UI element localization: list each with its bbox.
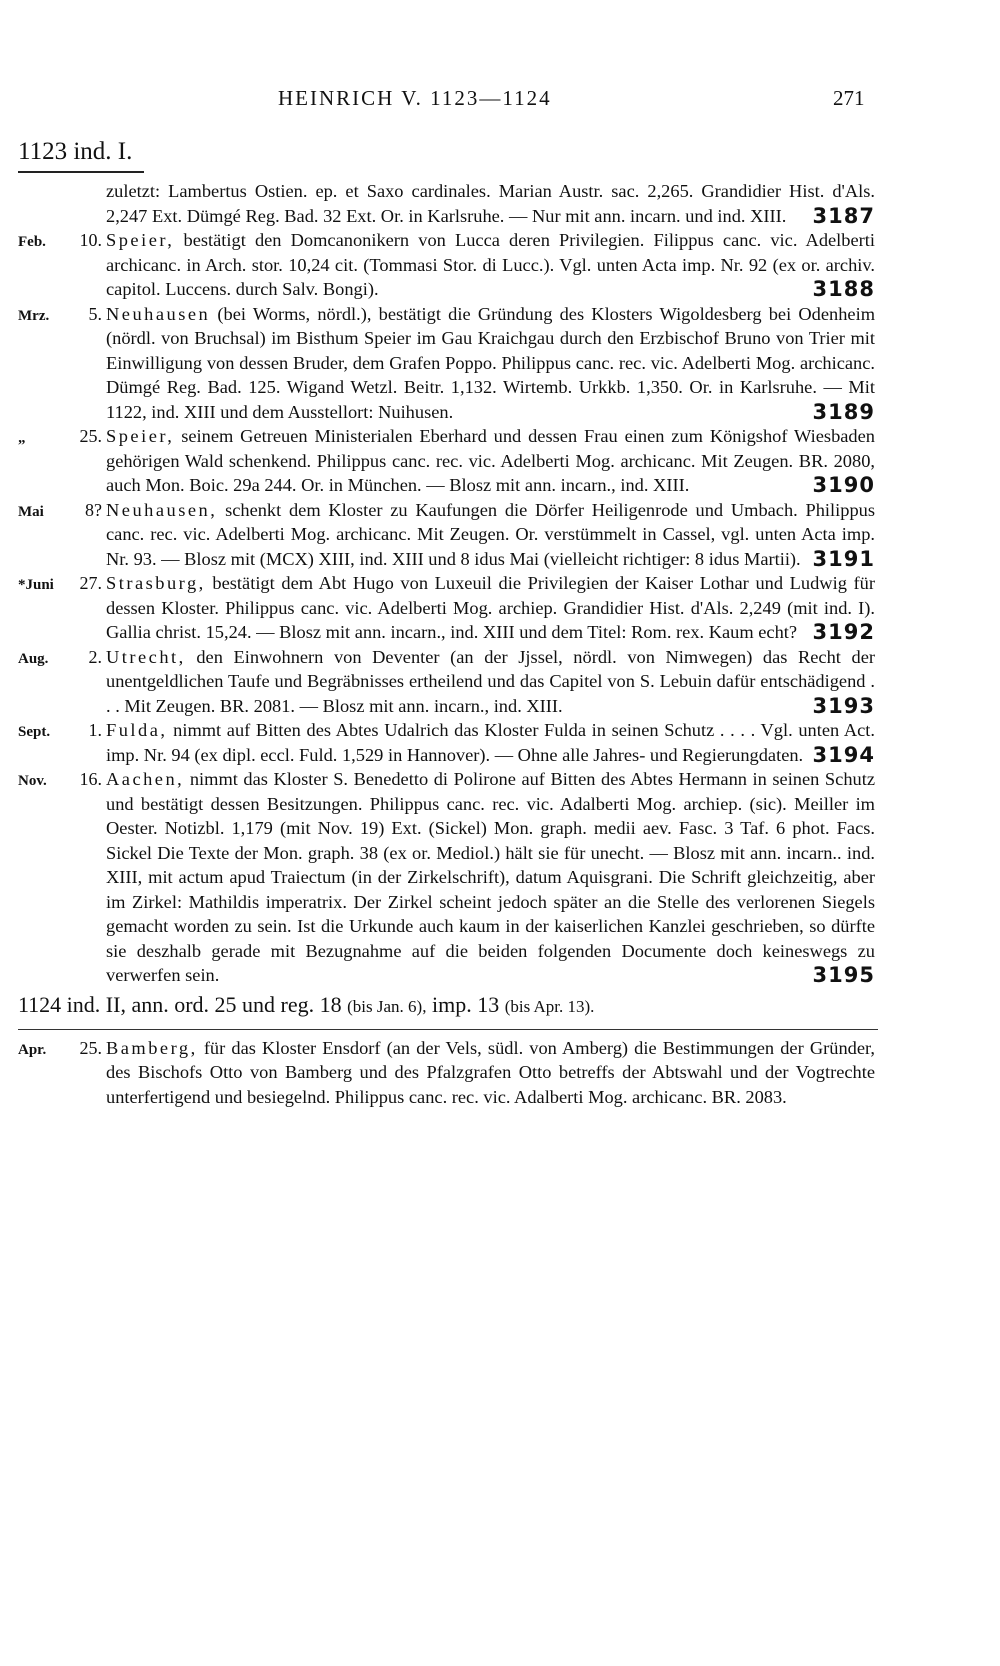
entry-month: „	[18, 430, 26, 446]
entry-3193	[0, 645, 1000, 719]
entry-place: Speier,	[106, 230, 175, 250]
entry-month: Mai	[18, 503, 44, 520]
entry-3194	[0, 718, 1000, 767]
entry-1124-apr-25	[0, 1036, 1000, 1110]
page-number: 271	[833, 86, 865, 110]
entry-text: für das Kloster Ensdorf (an der Vels, südl. von Amberg) die Bestimmungen der Gründer, des Bischofs Otto von Bamberg und des Pfalzgrafen Otto betreffs der Abtswahl und der Vogtrechte unterfertigend und besiegelnd. Philippus canc. rec. vic. Adalberti Mog. archicanc. BR. 2083.	[106, 1037, 875, 1107]
entry-date	[18, 645, 102, 672]
entry-place: Aachen,	[106, 769, 185, 789]
entry-body	[106, 498, 875, 572]
entry-3188	[0, 228, 1000, 302]
entry-month: Aug.	[18, 650, 49, 667]
entry-3187	[0, 179, 1000, 228]
entry-body	[106, 1036, 875, 1110]
entry-month: *Juni	[18, 577, 54, 593]
entry-month: Feb.	[18, 234, 46, 250]
entry-text: bestätigt dem Abt Hugo von Luxeuil die Privilegien der Kaiser Lothar und Ludwig für dessen Kloster. Philippus canc. vic. Adelberti Mog. archiep. Grandidier Hist. d'Als. 2,249 (mit ind. I). Gallia christ. 15,24. — Blosz mit ann. incarn., ind. XIII und dem Titel: Rom. rex. Kaum echt?	[106, 573, 875, 642]
entry-number: 3187	[812, 203, 875, 228]
entry-day: 27.	[79, 573, 102, 593]
running-head	[0, 86, 1000, 116]
entry-number: 3188	[812, 277, 875, 301]
entry-text: nimmt das Kloster S. Benedetto di Polirone auf Bitten des Abtes Hermann in seinen Schutz und bestätigt dessen Besitzungen. Philippus canc. rec. vic. Adalberti Mog. archiep. (sic). Meiller im Oester. Notizbl. 1,179 (mit Nov. 19) Ext. (Sickel) Mon. graph. medii aev. Fasc. 3 Taf. 6 phot. Facs. Sickel Die Texte der Mon. graph. 38 (ex or. Mediol.) hält sie für unecht. — Blosz mit ann. incarn.. ind. XIII, mit actum apud Traiectum (in der Zirkelschrift), datum Aquisgrani. Die Schrift gleichzeitig, aber im Zirkel: Mathildis imperatrix. Der Zirkel scheint jedoch später an die Stelle des verlorenen Siegels gemacht worden zu sein. Ist die Urkunde auch kaum in der kaiserlichen Kanzlei geschrieben, so dürfte sie deszhalb gerade mit Bezugnahme auf die beiden folgenden Documente doch keineswegs zu verwerfen sein.	[106, 769, 875, 985]
entry-day: 8?	[85, 499, 102, 520]
entry-text: den Einwohnern von Deventer (an der Jjssel, nördl. von Nimwegen) das Recht der unentgeldlichen Taufe und Begräbnisses ertheilend und das Capitel von S. Lebuin dafür entschädigend . . . Mit Zeugen. BR. 2081. — Blosz mit ann. incarn., ind. XIII.	[106, 646, 875, 716]
entry-text: (bei Worms, nördl.), bestätigt die Gründung des Klosters Wigoldesberg bei Odenheim (nördl. von Bruchsal) im Bisthum Speier im Gau Kraichgau durch den Erzbischof Bruno von Trier mit Einwilligung von dessen Bruder, dem Grafen Poppo. Philippus canc. rec. vic. Adelberti Mog. archicanc. Dümgé Reg. Bad. 125. Wigand Wetzl. Beitr. 1,132. Wirtemb. Urkkb. 1,350. Or. in Karlsruhe. — Mit 1122, ind. XIII und dem Ausstellort: Nuihusen.	[106, 303, 875, 422]
entry-day: 5.	[88, 303, 102, 324]
entry-text: seinem Getreuen Ministerialen Eberhard und dessen Frau einen zum Königshof Wiesbaden gehörigen Wald schenkend. Philippus canc. rec. vic. Adelberti Mog. archicanc. Mit Zeugen. BR. 2080, auch Mon. Boic. 29a 244. Or. in München. — Blosz mit ann. incarn., ind. XIII.	[106, 426, 875, 495]
entry-date	[18, 767, 102, 794]
entry-3191	[0, 498, 1000, 572]
entry-number: 3189	[812, 399, 875, 424]
entry-day: 25.	[79, 426, 102, 446]
entry-body	[106, 179, 875, 228]
entry-day: 1.	[88, 720, 102, 740]
entry-place: Neuhausen	[106, 303, 211, 324]
entry-body	[106, 424, 875, 498]
entry-text: nimmt auf Bitten des Abtes Udalrich das Kloster Fulda in seinen Schutz . . . . Vgl. unten Act. imp. Nr. 94 (ex dipl. eccl. Fuld. 1,529 in Hannover). — Ohne alle Jahres- und Regierungdaten.	[106, 720, 875, 765]
entry-body	[106, 228, 875, 302]
entries-list	[0, 179, 1000, 1109]
section-heading-main: 1124 ind. II, ann. ord. 25 und reg. 18	[18, 991, 342, 1017]
entry-place: Strasburg,	[106, 573, 206, 593]
entry-body	[106, 645, 875, 719]
entry-text: zuletzt: Lambertus Ostien. ep. et Saxo cardinales. Marian Austr. sac. 2,265. Grandidier Hist. d'Als. 2,247 Ext. Dümgé Reg. Bad. 32 Ext. Or. in Karlsruhe. — Nur mit ann. incarn. und ind. XIII.	[106, 181, 875, 226]
entry-number: 3194	[812, 742, 875, 767]
entry-day: 25.	[79, 1037, 102, 1058]
entry-place: Neuhausen,	[106, 499, 218, 520]
entry-place: Utrecht,	[106, 646, 186, 667]
entry-day: 16.	[79, 769, 102, 789]
entry-month: Apr.	[18, 1041, 47, 1058]
entry-date	[18, 302, 102, 329]
entry-3189	[0, 302, 1000, 425]
entry-date	[18, 228, 102, 255]
year-heading-rule	[18, 171, 144, 173]
entry-body	[106, 571, 875, 645]
running-title: HEINRICH V. 1123—1124	[278, 86, 552, 110]
entry-date	[18, 498, 102, 525]
entry-number: 3191	[812, 546, 875, 571]
entry-text: schenkt dem Kloster zu Kaufungen die Dörfer Heiligenrode und Umbach. Philippus canc. rec. vic. Adelberti Mog. archicanc. Mit Zeugen. Or. verstümmelt in Cassel, vgl. unten Acta imp. Nr. 93. — Blosz mit (MCX) XIII, ind. XIII und 8 idus Mai (vielleicht richtiger: 8 idus Martii).	[106, 499, 875, 569]
entry-month: Nov.	[18, 773, 47, 789]
entry-body	[106, 767, 875, 988]
entry-number: 3190	[812, 473, 875, 497]
entry-3192	[0, 571, 1000, 645]
entry-text: bestätigt den Domcanonikern von Lucca deren Privilegien. Filippus canc. vic. Adelberti archicanc. in Arch. stor. 10,24 cit. (Tommasi Stor. di Lucc.). Vgl. unten Acta imp. Nr. 92 (ex or. archiv. capitol. Luccens. durch Salv. Bongi).	[106, 230, 875, 299]
entry-place: Fulda,	[106, 720, 168, 740]
entry-month: Mrz.	[18, 307, 50, 324]
entry-day: 2.	[88, 646, 102, 667]
entry-date	[18, 718, 102, 745]
entry-3190	[0, 424, 1000, 498]
entry-number: 3195	[812, 963, 875, 987]
entry-date	[18, 571, 102, 598]
section-heading-reg-note: (bis Jan. 6),	[347, 996, 427, 1016]
section-rule	[18, 1029, 878, 1030]
entry-day: 10.	[79, 230, 102, 250]
section-heading-imp: imp. 13	[431, 991, 500, 1017]
section-heading-1124	[18, 990, 1000, 1022]
year-heading: 1123 ind. I.	[18, 138, 133, 165]
entry-body	[106, 302, 875, 425]
entry-place: Speier,	[106, 426, 175, 446]
entry-3195	[0, 767, 1000, 988]
entry-month: Sept.	[18, 724, 51, 740]
entry-place: Bamberg,	[106, 1037, 198, 1058]
entry-date	[18, 1036, 102, 1063]
entry-number: 3193	[812, 693, 875, 718]
entry-number: 3192	[812, 620, 875, 644]
entry-date	[18, 424, 102, 451]
section-heading-imp-note: (bis Apr. 13).	[504, 996, 595, 1016]
entry-body	[106, 718, 875, 767]
